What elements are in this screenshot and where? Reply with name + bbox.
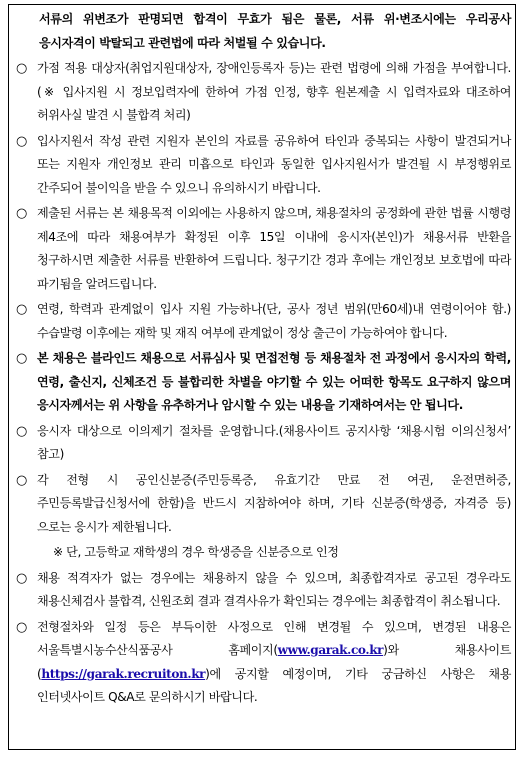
circle-bullet-icon: ○ bbox=[16, 570, 28, 586]
item-text: 연령, 학력과 관계없이 입사 지원 가능하나(단, 공사 정년 범위(만60세)내 연령이어야 함.) 수습발령 이후에는 재학 및 재직 여부에 관계없이 정상 출근이 가능하여야 합니다. bbox=[37, 302, 511, 340]
circle-bullet-icon: ○ bbox=[16, 619, 28, 635]
circle-bullet-icon: ○ bbox=[16, 302, 28, 317]
item-text-part: )에 공지할 예정이며, 기타 궁금하신 사항은 채용 인터넷사이트 Q&A로 문의하시기 바랍니다. bbox=[37, 666, 511, 704]
list-item bbox=[13, 347, 511, 418]
id-note: ※ 단, 고등학교 재학생의 경우 학생증을 신분증으로 인정 bbox=[53, 545, 339, 559]
list-item bbox=[13, 469, 511, 540]
item-text-part: 전형절차와 일정 등은 부득이한 사정으로 인해 변경될 수 있으며, 변경된 내용은 서울특별시농수산식품공사 홈페이지( bbox=[37, 619, 511, 657]
circle-bullet-icon: ○ bbox=[16, 133, 28, 149]
notice-box bbox=[8, 4, 516, 750]
item-text: 제출된 서류는 본 채용목적 이외에는 사용하지 않으며, 채용절차의 공정화에 관한 법률 시행령 제4조에 따라 채용여부가 확정된 이후 15일 이내에 응시자(본인)가 채용서류 반환을 청구하시면 제출한 서류를 반환하여 드립니다. 청구기간 경과 후에는 개인정보 보호법에 따라 파기됨을 알려드립니다. bbox=[37, 206, 511, 291]
list-item bbox=[13, 616, 511, 710]
item-text-bold: 본 채용은 블라인드 채용으로 서류심사 및 면접전형 등 채용절차 전 과정에서 응시자의 학력, 연령, 출신지, 신체조건 등 불합리한 차별을 야기할 수 있는 어떠한 항목도 요구하지 않으며 응시자께서는 위 사항을 유추하거나 암시할 수 있는 내용을 기재하여서는 안 됩니다. bbox=[37, 351, 511, 412]
list-item bbox=[13, 202, 511, 296]
intro-warning: 서류의 위변조가 판명되면 합격이 무효가 됨은 물론, 서류 위·변조시에는 우리공사 응시자격이 박탈되고 관련법에 따라 처벌될 수 있습니다. bbox=[39, 12, 511, 50]
item-text: 각 전형 시 공인신분증(주민등록증, 유효기간 만료 전 여권, 운전면허증, 주민등록발급신청서에 한함)을 반드시 지참하여야 하며, 기타 신분증(학생증, 자격증 등)으로는 응시가 제한됩니다. bbox=[37, 472, 511, 534]
list-item bbox=[13, 567, 511, 614]
item-text: 입사지원서 작성 관련 지원자 본인의 자료를 공유하여 타인과 중복되는 사항이 발견되거나 또는 지원자 개인정보 관리 미흡으로 타인과 동일한 입사지원서가 발견될 시 부정행위로 간주되어 불이익을 받을 수 있으니 유의하시기 바랍니다. bbox=[37, 133, 511, 195]
item-text bbox=[37, 616, 511, 710]
recruit-site-link[interactable]: https://garak.recruiton.kr bbox=[41, 666, 206, 681]
item-text: 가점 적용 대상자(취업지원대상자, 장애인등록자 등)는 관련 법령에 의해 가점을 부여합니다. (※ 입사지원 시 정보입력자에 한하여 가점 인정, 향후 원본제출 시 입력자료와 대조하여 허위사실 발견 시 불합격 처리) bbox=[37, 61, 511, 122]
homepage-link[interactable]: www.garak.co.kr bbox=[277, 643, 384, 657]
circle-bullet-icon: ○ bbox=[16, 206, 28, 221]
circle-bullet-icon: ○ bbox=[16, 423, 28, 439]
item-text-part: )와 채용사이트( bbox=[37, 643, 511, 681]
list-item bbox=[13, 420, 511, 467]
list-item bbox=[13, 298, 511, 345]
item-text: 응시자 대상으로 이의제기 절차를 운영합니다.(채용사이트 공지사항 ‘채용시험 이의신청서’ 참고) bbox=[37, 423, 511, 461]
list-item bbox=[13, 57, 511, 128]
circle-bullet-icon: ○ bbox=[16, 61, 28, 76]
circle-bullet-icon: ○ bbox=[16, 472, 28, 488]
item-text: 채용 적격자가 없는 경우에는 채용하지 않을 수 있으며, 최종합격자로 공고된 경우라도 채용신체검사 불합격, 신원조회 결과 결격사유가 확인되는 경우에는 최종합격이 취소됩니다. bbox=[37, 570, 511, 608]
list-item bbox=[13, 130, 511, 201]
circle-bullet-icon: ○ bbox=[16, 351, 28, 366]
